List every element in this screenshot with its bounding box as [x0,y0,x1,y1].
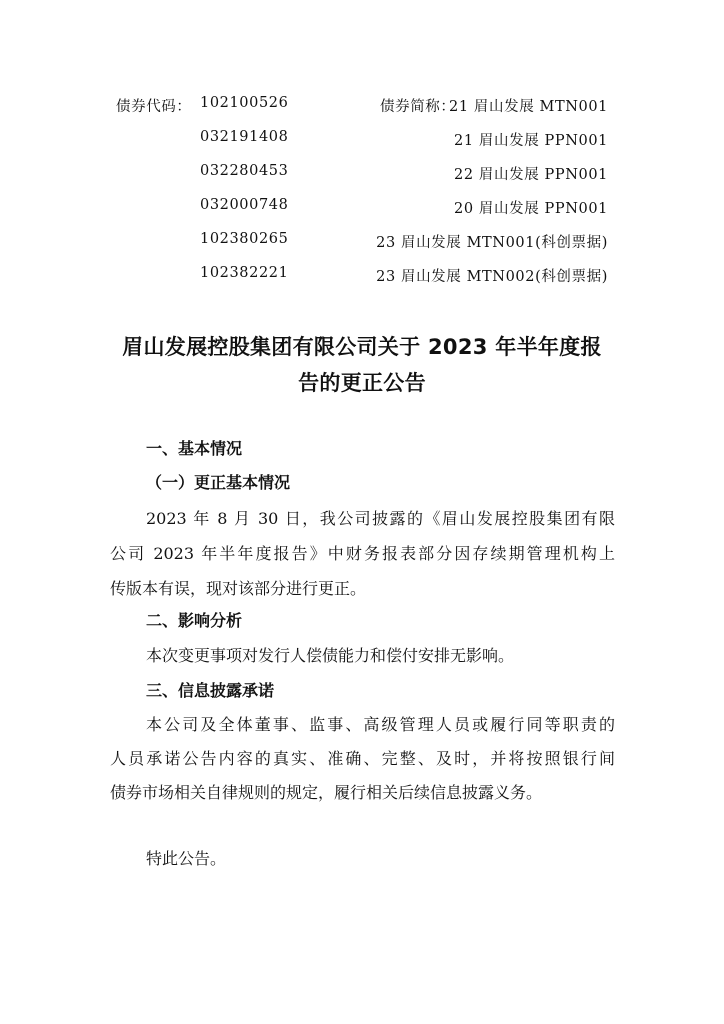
bond-name: 22 眉山发展 PPN001 [454,167,608,183]
section-1-paragraph-line: 传版本有误，现对该部分进行更正。 [110,579,367,598]
section-3-paragraph-line: 人员承诺公告内容的真实、准确、完整、及时，并将按照银行间 [110,749,615,768]
section-1-paragraph-line: 2023 年 8 月 30 日，我公司披露的《眉山发展控股集团有限 [146,509,615,528]
bond-row [0,95,724,129]
bond-row [0,163,724,197]
bond-code: 102100526 [200,95,289,111]
bond-row [0,231,724,265]
section-3-heading: 三、信息披露承诺 [146,681,275,700]
bond-name-label: 债券简称： [380,99,456,115]
bond-code: 032280453 [200,163,289,179]
section-1-heading: 一、基本情况 [146,439,243,458]
document-title-line-2: 告的更正公告 [298,371,426,395]
bond-code: 102380265 [200,231,289,247]
bond-info-table [0,95,724,299]
section-1-subheading: （一）更正基本情况 [146,473,291,492]
bond-row [0,265,724,299]
bond-row [0,197,724,231]
bond-name: 21 眉山发展 PPN001 [454,133,608,149]
section-1-paragraph-line: 公司 2023 年半年度报告》中财务报表部分因存续期管理机构上 [110,544,615,563]
bond-code: 032000748 [200,197,289,213]
section-3-paragraph-line: 债券市场相关自律规则的规定，履行相关后续信息披露义务。 [110,783,543,802]
bond-name: 20 眉山发展 PPN001 [454,201,608,217]
section-2-heading: 二、影响分析 [146,611,243,630]
bond-name: 21 眉山发展 MTN001 [449,99,608,115]
document-title-line-1: 眉山发展控股集团有限公司关于 2023 年半年度报 [122,335,602,359]
bond-name: 23 眉山发展 MTN002(科创票据) [376,269,608,285]
bond-name: 23 眉山发展 MTN001(科创票据) [376,235,608,251]
section-2-paragraph: 本次变更事项对发行人偿债能力和偿付安排无影响。 [146,646,515,665]
section-3-paragraph-line: 本公司及全体董事、监事、高级管理人员或履行同等职责的 [146,715,615,734]
bond-code: 032191408 [200,129,289,145]
bond-row [0,129,724,163]
bond-code: 102382221 [200,265,289,281]
bond-code-label: 债券代码： [116,99,192,115]
closing-text: 特此公告。 [146,849,227,868]
